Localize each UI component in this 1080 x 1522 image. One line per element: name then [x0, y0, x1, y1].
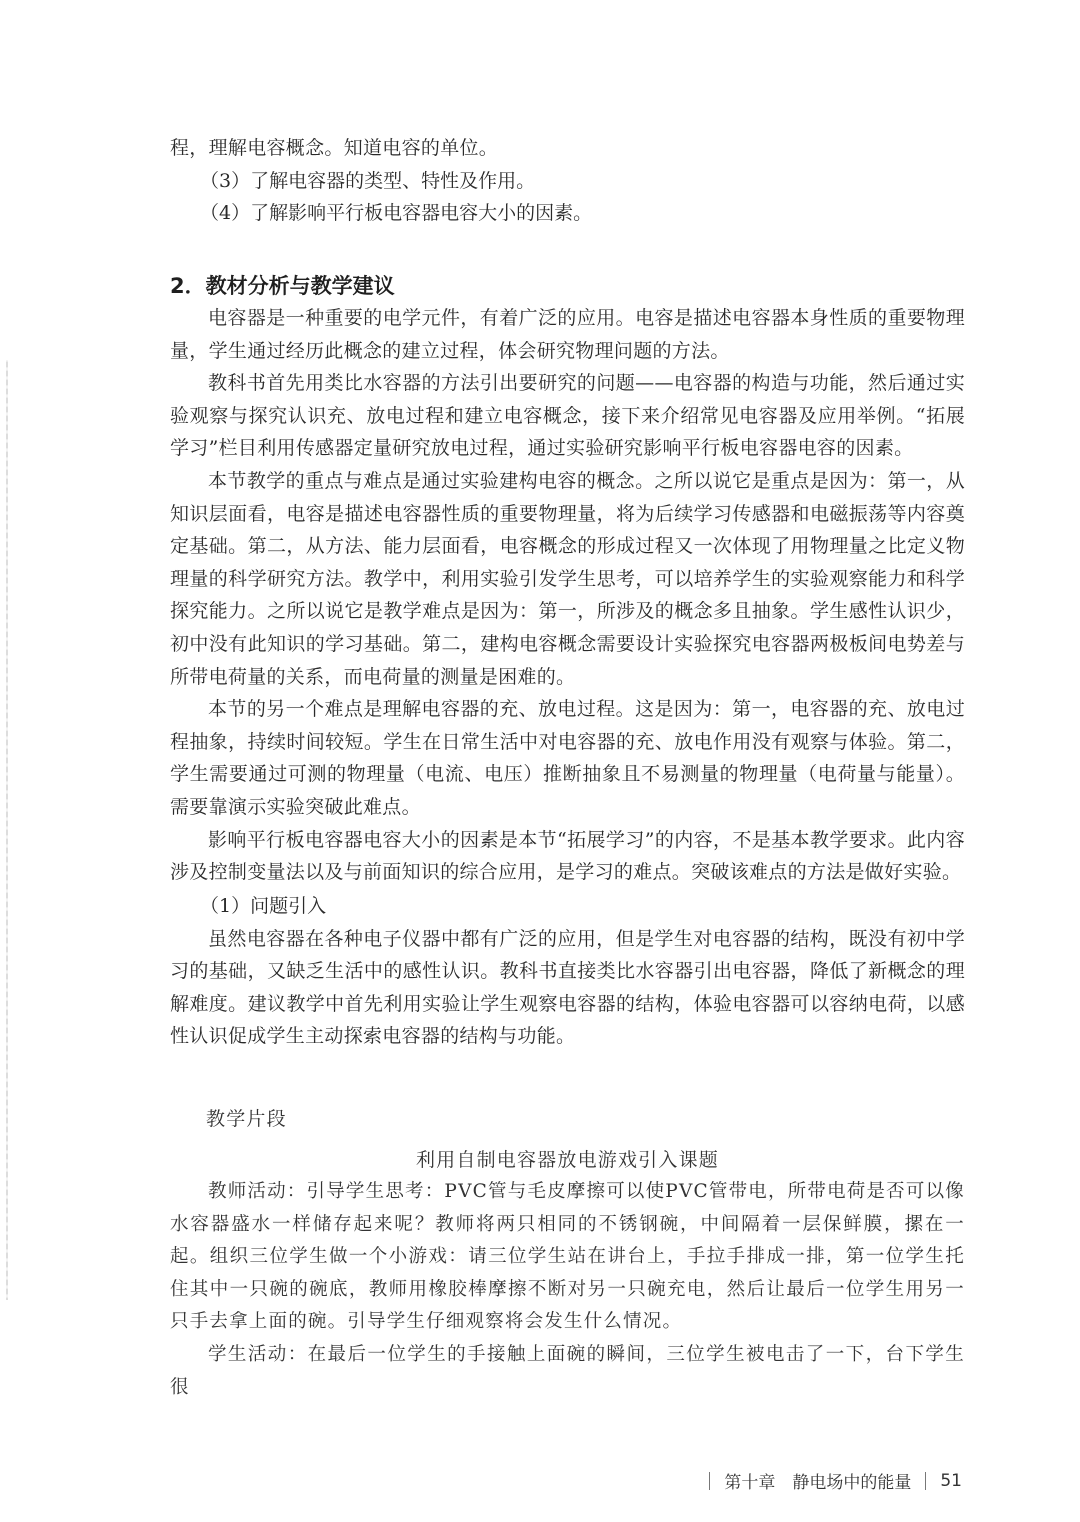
- section-block: [170, 270, 965, 300]
- top-block: [170, 132, 965, 229]
- objective-item-3: （3）了解电容器的类型、特性及作用。: [200, 169, 536, 192]
- section-title: 2．教材分析与教学建议: [170, 274, 395, 298]
- fragment-label: 教学片段: [206, 1108, 287, 1130]
- analysis-body: [170, 302, 965, 1053]
- paragraph-2: 教科书首先用类比水容器的方法引出要研究的问题——电容器的构造与功能，然后通过实验观察与探究认识充、放电过程和建立电容概念，接下来介绍常见电容器及应用举例。“拓展学习”栏目利用传感器定量研究放电过程，通过实验研究影响平行板电容器电容的因素。: [170, 372, 965, 460]
- paragraph-intro: 虽然电容器在各种电子仪器中都有广泛的应用，但是学生对电容器的结构，既没有初中学习的基础，又缺乏生活中的感性认识。教科书直接类比水容器引出电容器，降低了新概念的理解难度。建议教学中首先利用实验让学生观察电容器的结构，体验电容器可以容纳电荷，以感性认识促成学生主动探索电容器的结构与功能。: [170, 927, 965, 1048]
- paragraph-3: 本节教学的重点与难点是通过实验建构电容的概念。之所以说它是重点是因为：第一，从知识层面看，电容是描述电容器性质的重要物理量，将为后续学习传感器和电磁振荡等内容奠定基础。第二，从方法、能力层面看，电容概念的形成过程又一次体现了用物理量之比定义物理量的科学研究方法。教学中，利用实验引发学生思考，可以培养学生的实验观察能力和科学探究能力。之所以说它是教学难点是因为：第一，所涉及的概念多且抽象。学生感性认识少，初中没有此知识的学习基础。第二，建构电容概念需要设计实验探究电容器两极板间电势差与所带电荷量的关系，而电荷量的测量是困难的。: [170, 469, 965, 688]
- scan-edge-dots: [6, 360, 8, 1300]
- paragraph-4: 本节的另一个难点是理解电容器的充、放电过程。这是因为：第一，电容器的充、放电过程抽象，持续时间较短。学生在日常生活中对电容器的充、放电作用没有观察与体验。第二，学生需要通过可测的物理量（电流、电压）推断抽象且不易测量的物理量（电荷量与能量）。需要靠演示实验突破此难点。: [170, 698, 965, 818]
- teaching-fragment: [170, 1104, 965, 1404]
- page-footer: [709, 1468, 962, 1493]
- footer-page-number: 51: [940, 1470, 962, 1491]
- sub-item-problem-intro: （1）问题引入: [200, 894, 327, 917]
- paragraph-continuation: 程，理解电容概念。知道电容的单位。: [170, 137, 499, 159]
- footer-divider-left: [709, 1472, 710, 1490]
- teacher-activity: 教师活动：引导学生思考：PVC管与毛皮摩擦可以使PVC管带电，所带电荷是否可以像水容器盛水一样储存起来呢？教师将两只相同的不锈钢碗，中间隔着一层保鲜膜，摞在一起。组织三位学生做一个小游戏：请三位学生站在讲台上，手拉手排成一排，第一位学生托住其中一只碗的碗底，教师用橡胶棒摩擦不断对另一只碗充电，然后让最后一位学生用另一只手去拿上面的碗。引导学生仔细观察将会发生什么情况。: [170, 1181, 965, 1333]
- paragraph-5: 影响平行板电容器电容大小的因素是本节“拓展学习”的内容，不是基本教学要求。此内容涉及控制变量法以及与前面知识的综合应用，是学习的难点。突破该难点的方法是做好实验。: [170, 828, 965, 884]
- student-activity: 学生活动：在最后一位学生的手接触上面碗的瞬间，三位学生被电击了一下，台下学生很: [170, 1343, 965, 1398]
- objective-item-4: （4）了解影响平行板电容器电容大小的因素。: [200, 201, 593, 224]
- footer-chapter: 第十章 静电场中的能量: [724, 1473, 912, 1493]
- paragraph-1: 电容器是一种重要的电学元件，有着广泛的应用。电容是描述电容器本身性质的重要物理量，学生通过经历此概念的建立过程，体会研究物理问题的方法。: [170, 307, 965, 362]
- fragment-title: 利用自制电容器放电游戏引入课题: [415, 1149, 719, 1171]
- footer-divider-right: [925, 1472, 926, 1490]
